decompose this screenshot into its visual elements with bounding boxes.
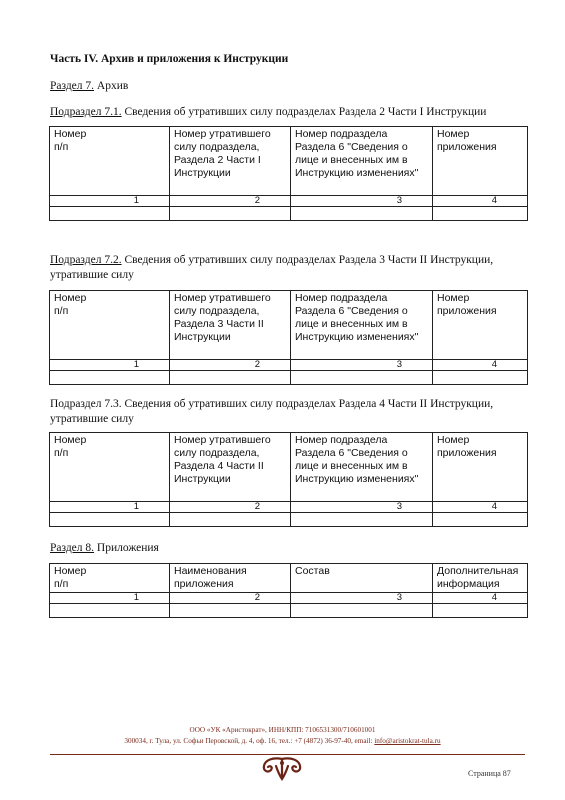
header-cell: Номер п/п xyxy=(50,433,170,502)
column-number: 1 xyxy=(50,502,170,513)
empty-cell[interactable] xyxy=(433,513,528,527)
table-header-row xyxy=(50,291,528,360)
empty-cell[interactable] xyxy=(170,513,291,527)
column-number: 2 xyxy=(170,196,291,207)
header-cell: Номер утратившего силу подраздела, Раздела 3 Части II Инструкции xyxy=(170,291,291,360)
section8-heading xyxy=(50,541,159,555)
header-cell: Номер подраздела Раздела 6 "Сведения о лице и внесенных им в Инструкцию изменениях" xyxy=(291,291,433,360)
header-cell: Наименования приложения xyxy=(170,564,291,593)
page-number: Страница 87 xyxy=(468,769,511,778)
column-number: 3 xyxy=(291,502,433,513)
table-8 xyxy=(49,563,528,618)
column-number: 4 xyxy=(433,196,528,207)
empty-cell[interactable] xyxy=(291,513,433,527)
footer-divider xyxy=(50,754,525,755)
column-number: 4 xyxy=(433,360,528,371)
table-header-row xyxy=(50,564,528,593)
footer-email-link[interactable]: info@aristokrat-tula.ru xyxy=(374,737,441,745)
subsection-7-1-heading xyxy=(50,105,486,119)
column-number: 1 xyxy=(50,360,170,371)
table-number-row xyxy=(50,502,528,513)
section7-text: Архив xyxy=(94,80,129,92)
empty-cell[interactable] xyxy=(433,207,528,221)
empty-cell[interactable] xyxy=(433,371,528,385)
empty-cell[interactable] xyxy=(50,371,170,385)
table-7-1 xyxy=(49,126,528,221)
empty-cell[interactable] xyxy=(50,604,170,618)
header-cell: Номер п/п xyxy=(50,291,170,360)
column-number: 3 xyxy=(291,593,433,604)
section7-heading xyxy=(50,79,128,93)
empty-cell[interactable] xyxy=(170,207,291,221)
column-number: 2 xyxy=(170,360,291,371)
empty-cell[interactable] xyxy=(50,513,170,527)
header-cell: Номер подраздела Раздела 6 "Сведения о лице и внесенных им в Инструкцию изменениях" xyxy=(291,127,433,196)
table-7-3 xyxy=(49,432,528,527)
table-header-row xyxy=(50,433,528,502)
column-number: 2 xyxy=(170,593,291,604)
empty-cell[interactable] xyxy=(291,371,433,385)
column-number: 1 xyxy=(50,593,170,604)
subsection-7-2-text: Сведения об утративших силу подразделах Раздела 3 Части II Инструкции, утратившие силу xyxy=(50,254,494,281)
header-cell: Состав xyxy=(291,564,433,593)
column-number: 4 xyxy=(433,593,528,604)
table-number-row xyxy=(50,196,528,207)
table-empty-row xyxy=(50,604,528,618)
empty-cell[interactable] xyxy=(170,371,291,385)
table-number-row xyxy=(50,593,528,604)
footer-address-line xyxy=(0,737,565,745)
header-cell: Номер утратившего силу подраздела, Раздела 4 Части II Инструкции xyxy=(170,433,291,502)
subsection-7-3-heading: Подраздел 7.3. Сведения об утративших силу подразделах Раздела 4 Части II Инструкции, утратившие силу xyxy=(50,398,494,425)
subsection-7-1-label: Подраздел 7.1. xyxy=(50,106,122,118)
table-empty-row xyxy=(50,371,528,385)
column-number: 2 xyxy=(170,502,291,513)
empty-cell[interactable] xyxy=(291,207,433,221)
header-cell: Номер приложения xyxy=(433,291,528,360)
column-number: 3 xyxy=(291,360,433,371)
subsection-7-2-label: Подраздел 7.2. xyxy=(50,254,122,266)
column-number: 3 xyxy=(291,196,433,207)
subsection-7-1-text: Сведения об утративших силу подразделах Раздела 2 Части I Инструкции xyxy=(121,106,487,118)
header-cell: Номер п/п xyxy=(50,127,170,196)
header-cell: Номер подраздела Раздела 6 "Сведения о лице и внесенных им в Инструкцию изменениях" xyxy=(291,433,433,502)
header-cell: Дополнительная информация xyxy=(433,564,528,593)
header-cell: Номер приложения xyxy=(433,127,528,196)
section7-label: Раздел 7. xyxy=(50,80,95,92)
subsection-7-2-heading xyxy=(50,253,530,283)
footer-company-line: ООО «УК «Аристократ», ИНН/КПП: 7106531300/710601001 xyxy=(189,726,376,734)
header-cell: Номер приложения xyxy=(433,433,528,502)
table-empty-row xyxy=(50,207,528,221)
table-number-row xyxy=(50,360,528,371)
empty-cell[interactable] xyxy=(170,604,291,618)
company-logo-ornament-icon xyxy=(259,756,305,782)
column-number: 1 xyxy=(50,196,170,207)
table-header-row xyxy=(50,127,528,196)
footer-address: 300034, г. Тула, ул. Софьи Перовской, д. 4, оф. 16, тел.: +7 (4872) 36-97-40, email: xyxy=(124,737,375,745)
part-title: Часть IV. Архив и приложения к Инструкции xyxy=(50,53,289,65)
empty-cell[interactable] xyxy=(433,604,528,618)
empty-cell[interactable] xyxy=(50,207,170,221)
column-number: 4 xyxy=(433,502,528,513)
empty-cell[interactable] xyxy=(291,604,433,618)
section8-label: Раздел 8. xyxy=(50,542,95,554)
section8-text: Приложения xyxy=(94,542,159,554)
table-7-2 xyxy=(49,290,528,385)
header-cell: Номер утратившего силу подраздела, Раздела 2 Части I Инструкции xyxy=(170,127,291,196)
table-empty-row xyxy=(50,513,528,527)
header-cell: Номер п/п xyxy=(50,564,170,593)
